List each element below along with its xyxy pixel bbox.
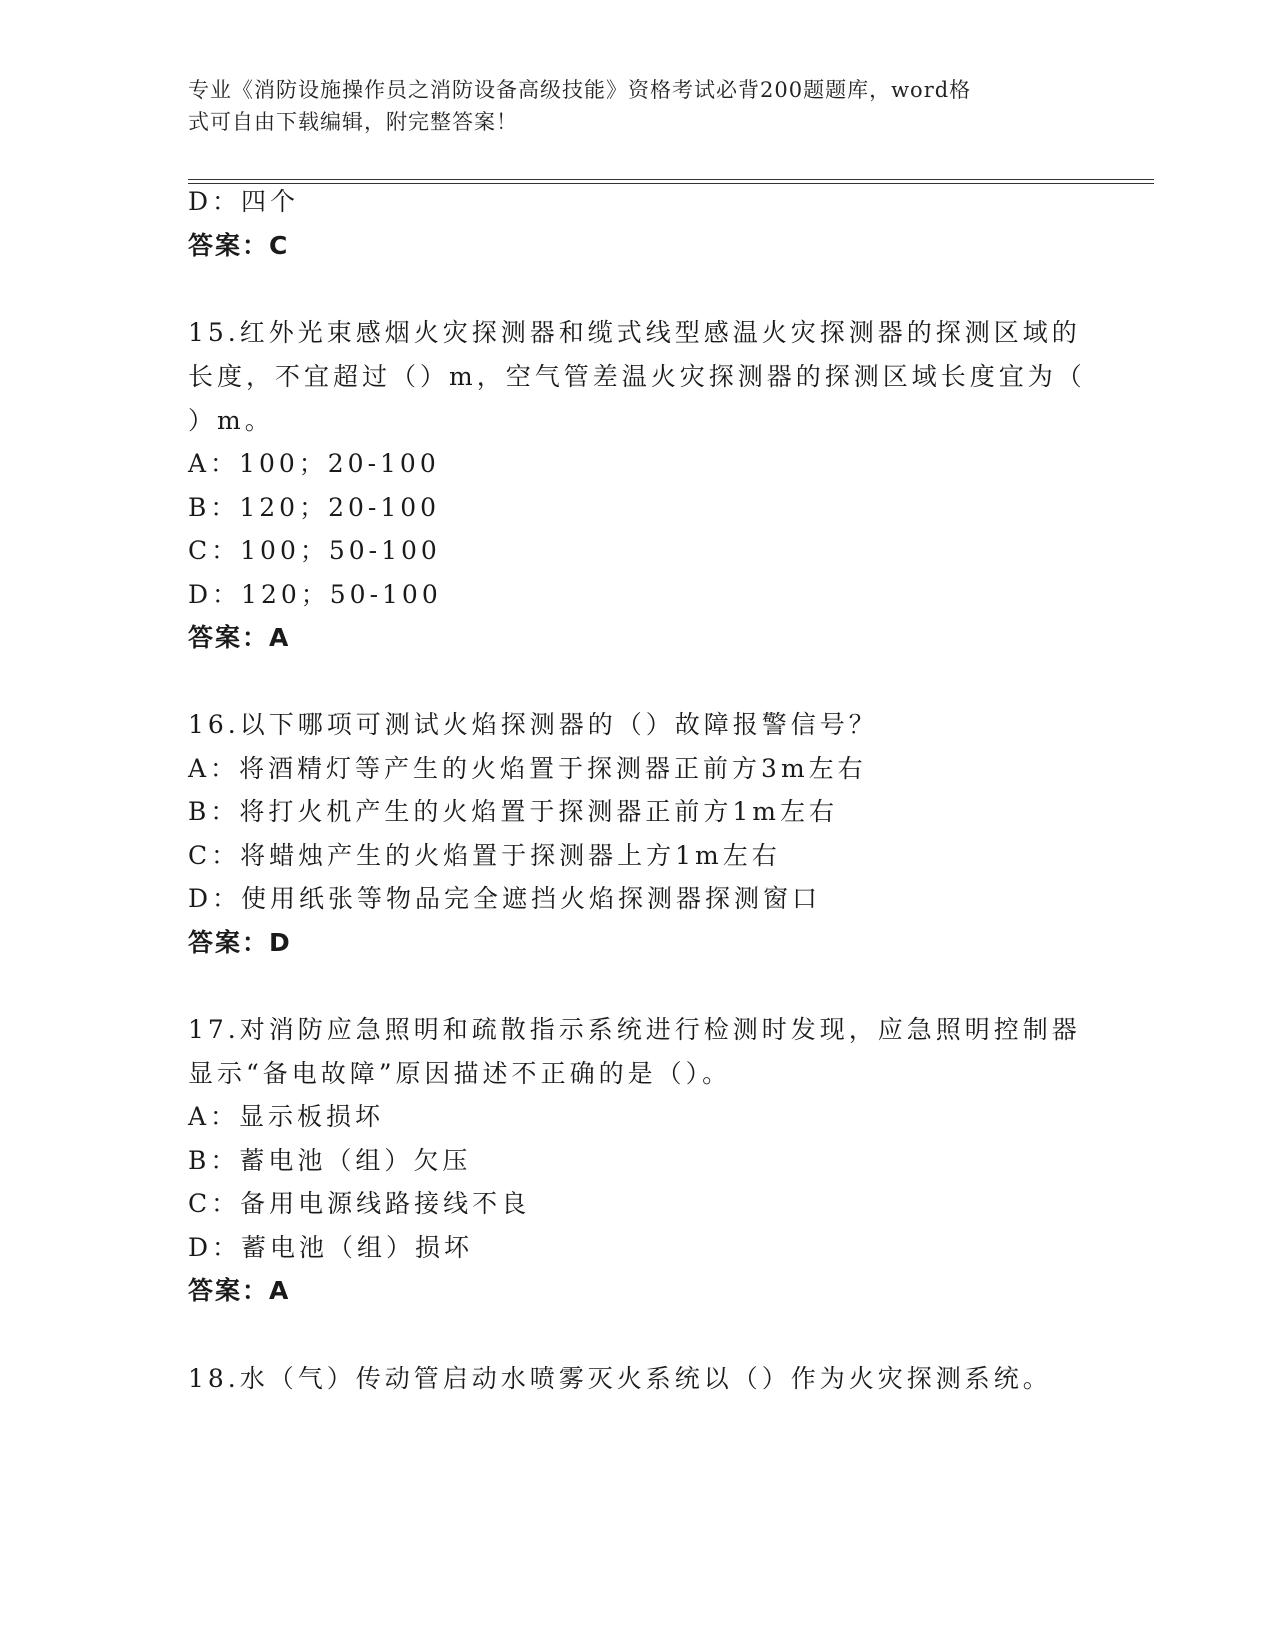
question-stem-15: 15.红外光束感烟火灾探测器和缆式线型感温火灾探测器的探测区域的 (188, 318, 1081, 347)
answer-line: 答案：A (188, 1276, 291, 1305)
option-d: D：蓄电池（组）损坏 (188, 1233, 474, 1262)
option-c: C：将蜡烛产生的火焰置于探测器上方1m左右 (188, 841, 781, 870)
option-d: D：120；50-100 (188, 580, 442, 609)
header-line-1: 专业《消防设施操作员之消防设备高级技能》资格考试必背200题题库，word格 (188, 78, 972, 102)
option-a: A：显示板损坏 (188, 1102, 385, 1131)
header-divider-bottom (188, 183, 1154, 184)
question-stem-17: 17.对消防应急照明和疏散指示系统进行检测时发现，应急照明控制器 (188, 1015, 1081, 1044)
answer-line: 答案：D (188, 928, 292, 957)
answer-line: 答案：C (188, 231, 290, 260)
document-header (188, 74, 1088, 138)
option-a: A：100；20-100 (188, 449, 440, 478)
question-stem-17: 显示“备电故障”原因描述不正确的是（）。 (188, 1059, 732, 1088)
option-d: D：使用纸张等物品完全遮挡火焰探测器探测窗口 (188, 884, 822, 913)
header-divider-top (188, 179, 1154, 180)
option-d: D：四个 (188, 187, 300, 216)
option-c: C：备用电源线路接线不良 (188, 1189, 531, 1218)
option-b: B：120；20-100 (188, 493, 441, 522)
option-b: B：蓄电池（组）欠压 (188, 1146, 472, 1175)
answer-line: 答案：A (188, 623, 291, 652)
option-c: C：100；50-100 (188, 536, 441, 565)
question-stem-15: ）m。 (188, 406, 274, 435)
option-a: A：将酒精灯等产生的火焰置于探测器正前方3m左右 (188, 754, 867, 783)
question-stem-15: 长度，不宜超过（）m，空气管差温火灾探测器的探测区域长度宜为（ (188, 362, 1086, 391)
question-stem-16: 16.以下哪项可测试火焰探测器的（）故障报警信号？ (188, 710, 878, 739)
option-b: B：将打火机产生的火焰置于探测器正前方1m左右 (188, 797, 838, 826)
header-line-2: 式可自由下载编辑，附完整答案！ (188, 110, 518, 134)
question-stem-18: 18.水（气）传动管启动水喷雾灭火系统以（）作为火灾探测系统。 (188, 1364, 1052, 1393)
